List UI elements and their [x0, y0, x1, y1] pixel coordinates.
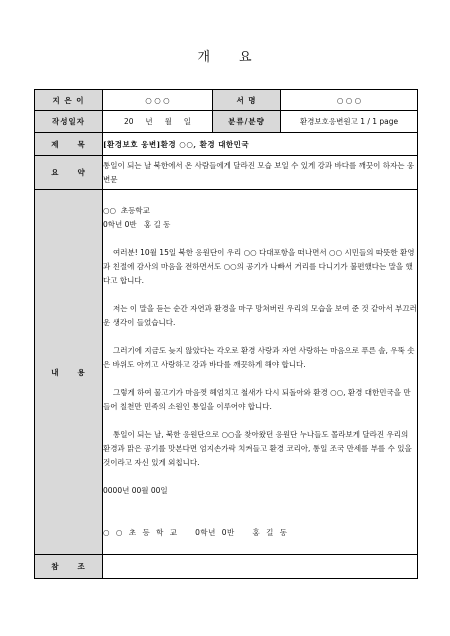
author-label: 지 은 이 [35, 90, 103, 111]
title-char-2: 요 [239, 50, 253, 65]
author-row [35, 90, 418, 111]
sign-value: ○ ○ ○ [281, 90, 418, 111]
summary-row [35, 156, 418, 190]
paragraph-3: 그러기에 지금도 늦지 않았다는 각오로 환경 사랑과 자연 사랑하는 마음으로 푸른 솔, 우뚝 솟은 바위도 아끼고 사랑하고 강과 바다를 깨끗하게 해야 합니다. [103, 346, 415, 369]
date-value: 20 년 월 일 [103, 111, 213, 133]
subject-label: 제 목 [35, 133, 103, 156]
paragraph-2: 저는 이 말을 듣는 순간 자연과 환경을 마구 망쳐버린 우리의 모습을 보여 준 것 같아서 부끄러운 생각이 들었습니다. [103, 304, 417, 327]
document-title [0, 46, 450, 65]
date-row [35, 111, 418, 133]
author-value: ○ ○ ○ [103, 90, 213, 111]
signature-line: ○ ○ 초 등 학 교 0학년 0반 홍 길 동 [103, 528, 288, 537]
content-label: 내 용 [35, 190, 103, 555]
sign-label: 서 명 [213, 90, 281, 111]
subject-row [35, 133, 418, 156]
reference-row [35, 555, 418, 579]
reference-label: 참 조 [35, 555, 103, 579]
outline-form [34, 89, 418, 579]
reference-value [103, 555, 418, 579]
category-label: 분류/분량 [213, 111, 281, 133]
summary-value: 통일이 되는 날 북한에서 온 사람들에게 달라진 모습 보일 수 있게 강과 바다를 깨끗이 하자는 웅변문 [103, 156, 418, 190]
subject-value: [환경보호 웅변]환경 ○○, 환경 대한민국 [103, 133, 418, 156]
paragraph-4: 그렇게 하여 물고기가 마음껏 헤엄치고 철새가 다시 되돌아와 환경 ○○, 환경 대한민국을 만들어 칠천만 민족의 소원인 통일을 이루어야 합니다. [103, 388, 411, 411]
school-name: ○○ 초등학교 [103, 206, 150, 215]
student-name: 0학년 0반 홍 길 동 [103, 220, 171, 229]
paragraph-1: 여러분! 10월 15일 북한 응원단이 우리 ○○ 다대포항을 떠나면서 ○○ 시민들의 따뜻한 환영과 친절에 감사의 마음을 전하면서도 ○○의 공기가 나빠서 거리를 다니기가 불편했다는 말을 했다고 합니다. [103, 248, 415, 285]
category-value: 환경보호응변원고 1 / 1 page [281, 111, 418, 133]
date-label: 작성일자 [35, 111, 103, 133]
content-body [103, 190, 418, 555]
paragraph-5: 통일이 되는 날, 북한 응원단으로 ○○을 찾아왔던 응원단 누나들도 몰라보게 달라진 우리의 환경과 맑은 공기를 맛본다면 엄지손가락 치켜들고 환경 코리아, 통일 조국 만세를 부를 수 있을 것이라고 자신 있게 외칩니다. [103, 430, 412, 467]
content-row [35, 190, 418, 555]
written-date: 0000년 00월 00일 [103, 486, 168, 495]
summary-label: 요 약 [35, 156, 103, 190]
title-char-1: 개 [197, 50, 211, 65]
